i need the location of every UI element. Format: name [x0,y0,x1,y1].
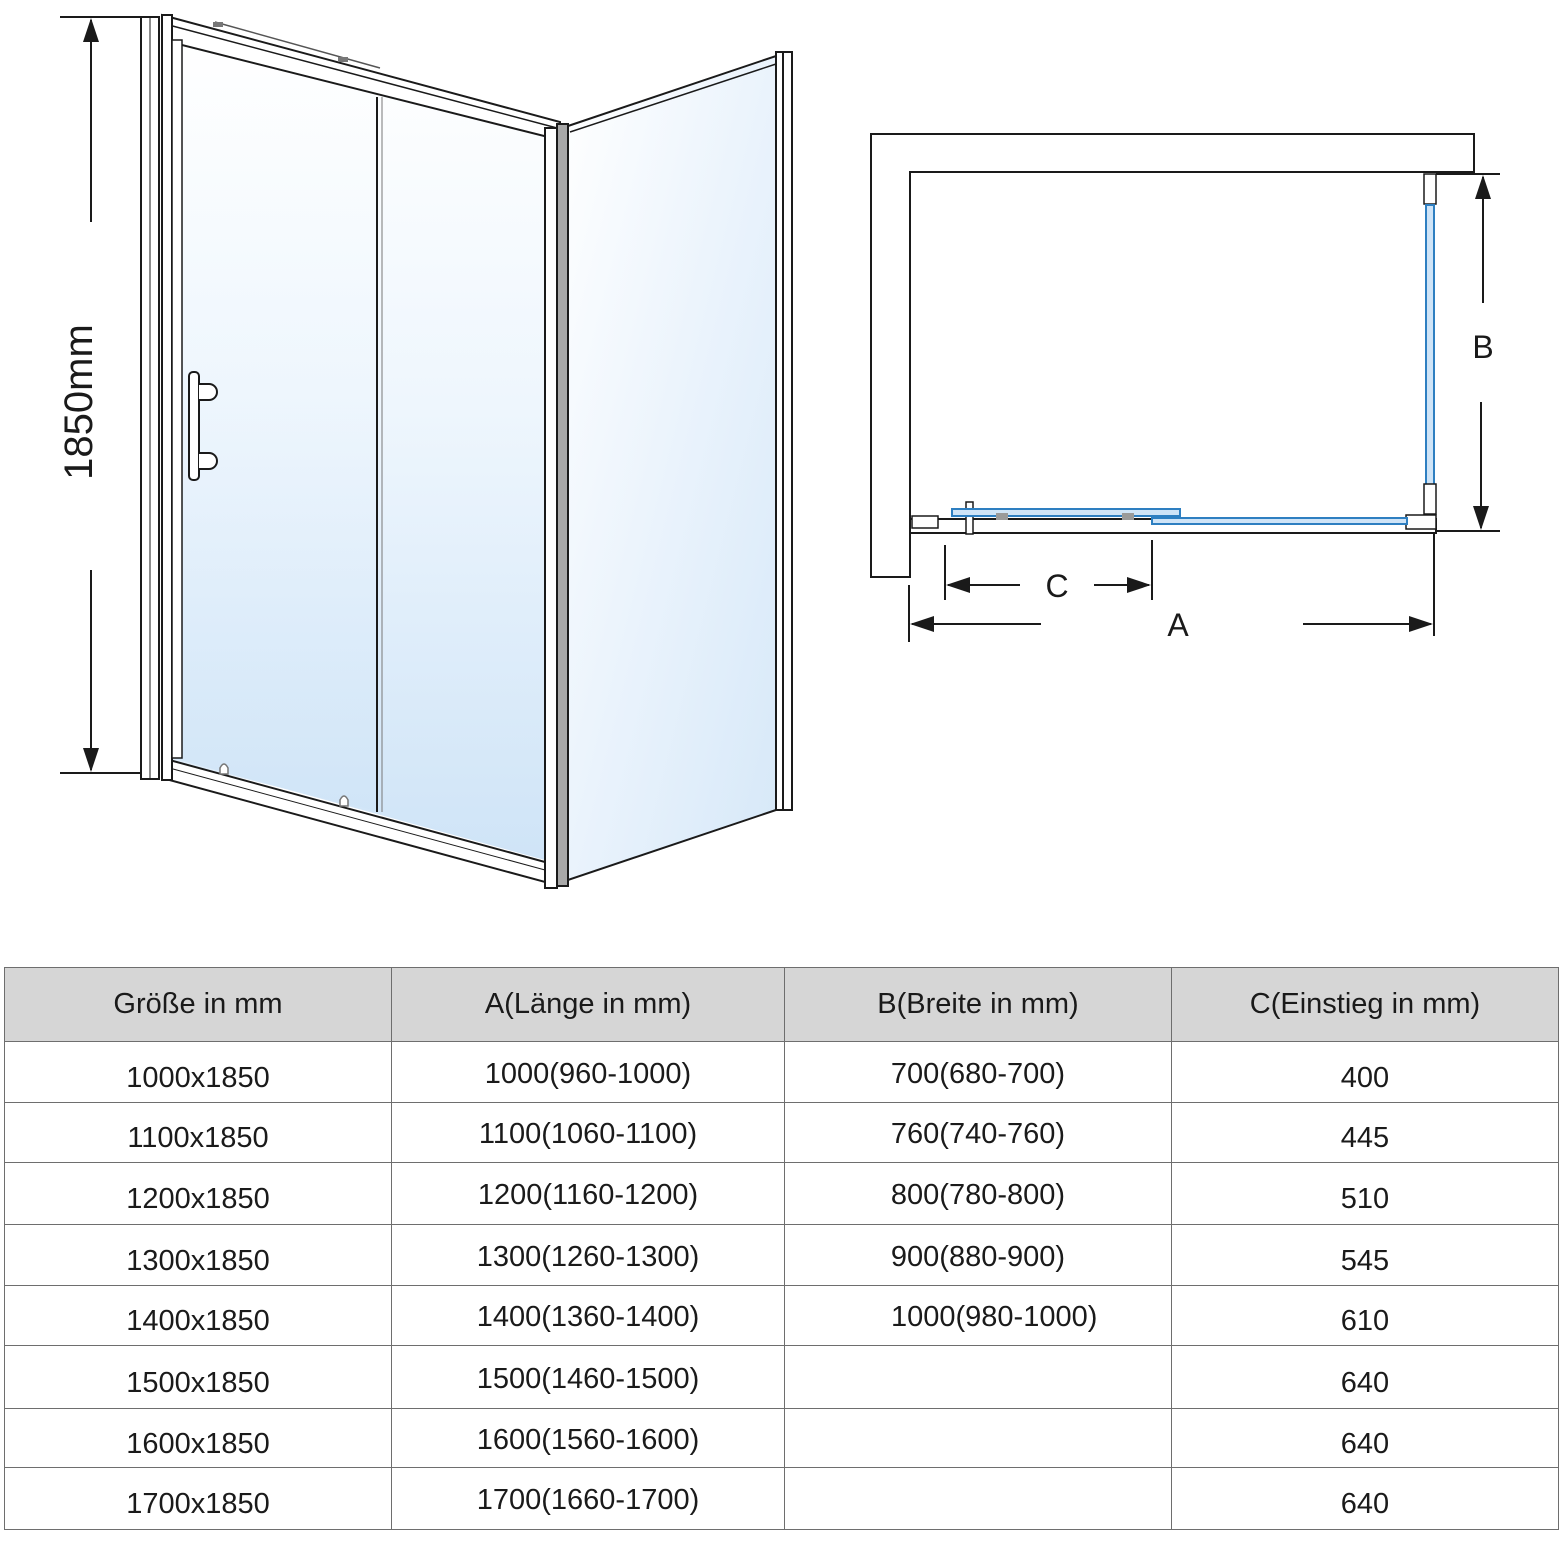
header-size: Größe in mm [5,968,392,1042]
cell-text: 1100(1060-1100) [478,1118,698,1150]
side-panel-glass [568,56,776,880]
cell-size [5,1225,392,1286]
cell-text: 400 [1340,1061,1390,1094]
size-table [4,967,1559,1530]
cell-entry [1172,1468,1559,1530]
cell-length [392,1042,785,1103]
cell-text: 1300x1850 [126,1244,270,1277]
header-length-a: A(Länge in mm) [392,968,785,1042]
header-entry-c: C(Einstieg in mm) [1172,968,1559,1042]
cell-text: 1000(980-1000) [891,1301,1098,1333]
cell-width [785,1103,1172,1163]
cell-text: 1400x1850 [126,1305,270,1337]
cell-width [785,1346,1172,1409]
cell-width [785,1468,1172,1530]
cell-text: 1700(1660-1700) [476,1484,700,1516]
cell-width [785,1409,1172,1468]
cell-text: 1000x1850 [126,1061,270,1094]
height-label: 1850mm [57,324,101,480]
cell-text: 610 [1340,1305,1390,1337]
table-row [5,1346,1559,1409]
cell-size [5,1042,392,1103]
cell-entry [1172,1225,1559,1286]
table-row [5,1103,1559,1163]
cell-text: 760(740-760) [890,1118,1066,1150]
cell-size [5,1286,392,1346]
side-glass-plan [1426,205,1434,485]
sliding-glass-plan [952,509,1180,516]
table-row [5,1042,1559,1103]
cell-size [5,1163,392,1225]
header-width-b: B(Breite in mm) [785,968,1172,1042]
cell-text: 510 [1340,1183,1390,1215]
cell-text: 545 [1340,1244,1390,1277]
table-row [5,1286,1559,1346]
cell-size [5,1346,392,1409]
cell-text: 1300(1260-1300) [476,1240,700,1273]
cell-width [785,1225,1172,1286]
cell-size [5,1409,392,1468]
cell-text: 900(880-900) [890,1240,1066,1273]
cell-text: 640 [1340,1427,1390,1460]
cell-text: 640 [1340,1366,1390,1399]
cell-length [392,1103,785,1163]
cell-text: 1400(1360-1400) [476,1301,700,1333]
cell-width [785,1286,1172,1346]
cell-text: 700(680-700) [890,1057,1066,1090]
plan-view [871,134,1500,643]
table-row [5,1468,1559,1530]
cell-text: 1000(960-1000) [484,1057,692,1090]
table-header-row [5,968,1559,1042]
cell-entry [1172,1409,1559,1468]
dimension-c-label: C [1045,568,1069,604]
cell-entry [1172,1346,1559,1409]
cell-text: 1500x1850 [126,1366,270,1399]
cell-entry [1172,1103,1559,1163]
cell-text: 1600x1850 [126,1427,270,1460]
dimension-b-label: B [1472,329,1494,365]
cell-length [392,1346,785,1409]
cell-entry [1172,1286,1559,1346]
cell-text: 1200(1160-1200) [477,1179,699,1211]
cell-text: 1200x1850 [126,1183,270,1215]
table-row [5,1409,1559,1468]
cell-length [392,1225,785,1286]
cell-text: 640 [1340,1488,1390,1520]
cell-length [392,1163,785,1225]
cell-size [5,1103,392,1163]
corner-post [545,128,557,888]
cell-text: 1500(1460-1500) [476,1362,700,1395]
cell-width [785,1163,1172,1225]
cell-length [392,1468,785,1530]
table-row [5,1225,1559,1286]
table-row [5,1163,1559,1225]
cell-entry [1172,1163,1559,1225]
enclosure-3d-view [57,15,792,888]
cell-length [392,1409,785,1468]
cell-text: 1600(1560-1600) [476,1423,700,1456]
cell-length [392,1286,785,1346]
cell-width [785,1042,1172,1103]
dimension-a-label: A [1167,607,1189,643]
cell-text: 800(780-800) [890,1179,1066,1211]
fixed-glass-plan [1152,518,1407,524]
cell-text: 1100x1850 [127,1122,269,1154]
cell-text: 445 [1340,1122,1390,1154]
cell-text: 1700x1850 [126,1488,270,1520]
cell-entry [1172,1042,1559,1103]
cell-size [5,1468,392,1530]
